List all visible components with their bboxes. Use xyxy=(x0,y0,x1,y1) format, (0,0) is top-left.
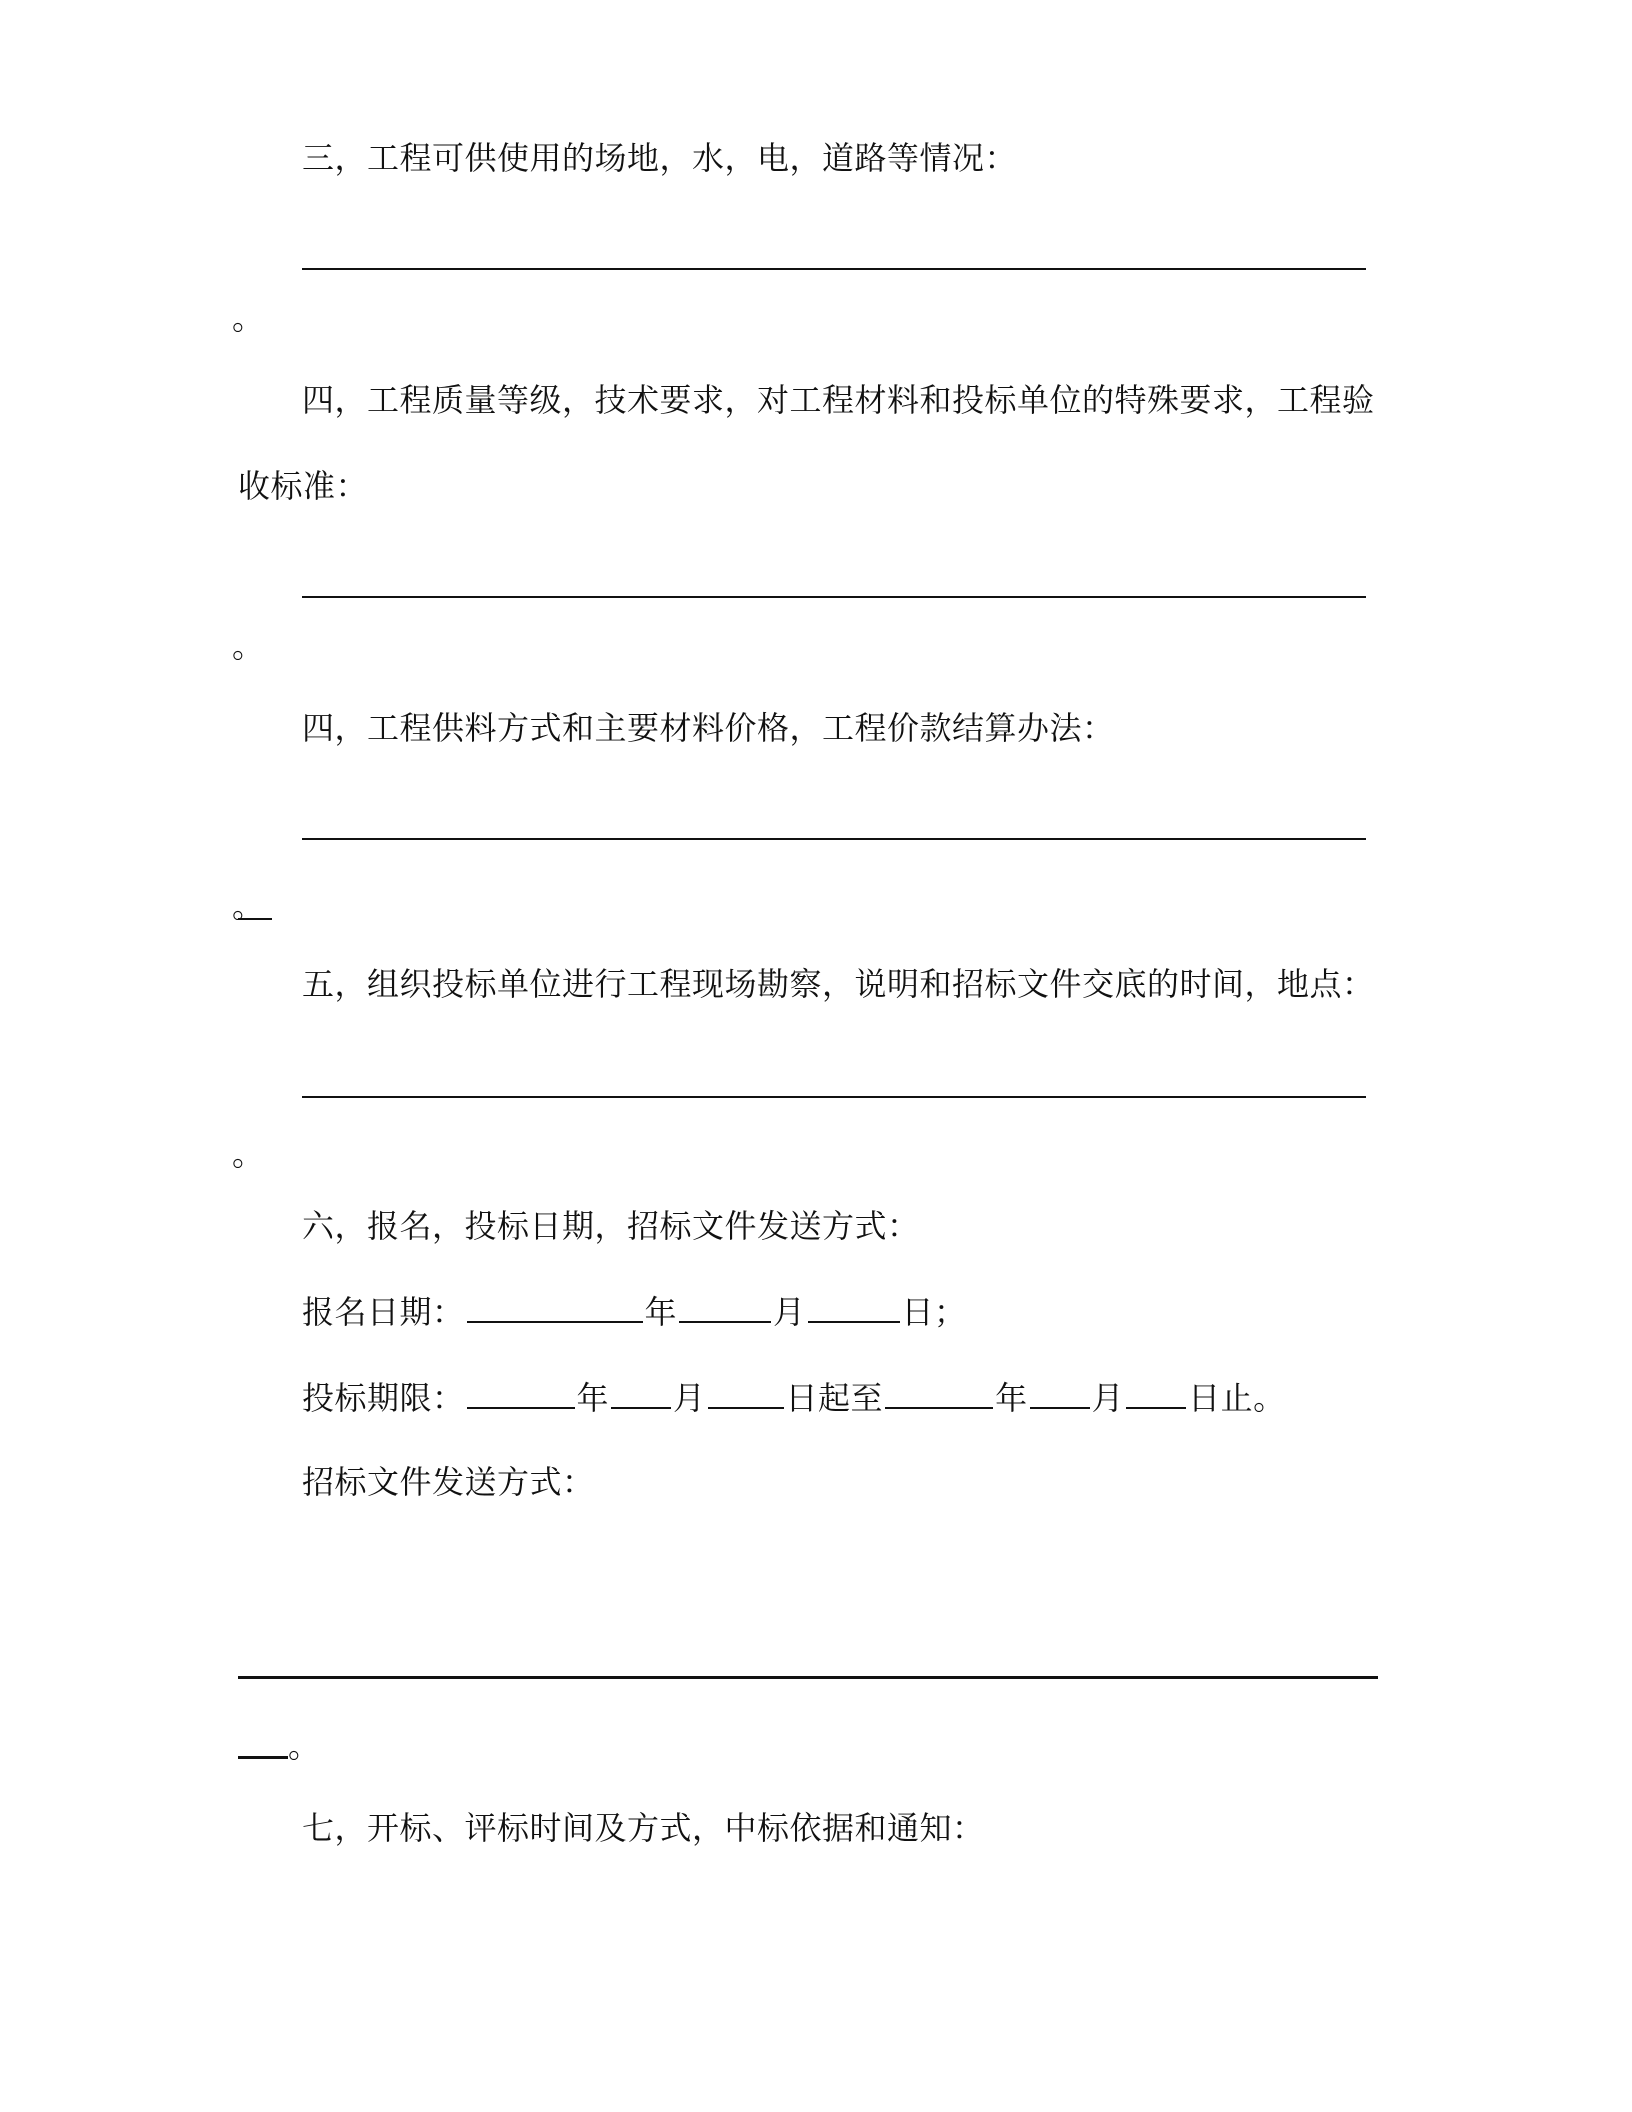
bidding-end-year-blank[interactable] xyxy=(885,1379,993,1409)
bidding-start-year-label: 年 xyxy=(576,1379,610,1417)
section-4a-heading-line1: 四，工程质量等级，技术要求，对工程材料和投标单位的特殊要求，工程验 xyxy=(302,381,1375,419)
section-7-heading: 七，开标、评标时间及方式，中标依据和通知： xyxy=(302,1809,985,1847)
registration-year-blank[interactable] xyxy=(467,1293,643,1323)
registration-day-blank[interactable] xyxy=(808,1293,900,1323)
registration-year-label: 年 xyxy=(644,1293,678,1331)
registration-date-row xyxy=(302,1292,967,1332)
registration-day-label: 日； xyxy=(901,1293,967,1331)
delivery-method-fill-line-tail[interactable] xyxy=(238,1756,288,1759)
delivery-method-label: 招标文件发送方式： xyxy=(302,1463,595,1501)
section-4a-heading-line2: 收标准： xyxy=(238,467,369,505)
section-4b-heading: 四，工程供料方式和主要材料价格，工程价款结算办法： xyxy=(302,709,1115,747)
delivery-method-end-mark: 。 xyxy=(288,1727,321,1765)
section-5-end-mark: 。 xyxy=(232,1135,265,1173)
section-4b-fill-line[interactable] xyxy=(302,838,1366,840)
delivery-method-fill-line[interactable] xyxy=(238,1676,1378,1679)
section-3-end-mark: 。 xyxy=(232,299,265,337)
bidding-end-year-label: 年 xyxy=(995,1379,1028,1417)
bidding-end-day-blank[interactable] xyxy=(1126,1379,1186,1409)
bidding-start-month-label: 月 xyxy=(673,1379,706,1417)
bidding-from-label: 日起至 xyxy=(785,1379,884,1417)
bidding-end-month-blank[interactable] xyxy=(1030,1379,1090,1409)
bidding-end-month-label: 月 xyxy=(1091,1379,1125,1417)
section-5-heading: 五，组织投标单位进行工程现场勘察，说明和招标文件交底的时间，地点： xyxy=(302,965,1375,1003)
bidding-period-label: 投标期限： xyxy=(302,1379,465,1417)
registration-month-label: 月 xyxy=(773,1293,806,1331)
section-4b-end-mark: 。 xyxy=(232,887,265,925)
registration-month-blank[interactable] xyxy=(679,1293,771,1323)
bidding-start-day-blank[interactable] xyxy=(708,1379,784,1409)
bidding-end-label: 日止。 xyxy=(1188,1379,1286,1417)
section-4a-end-mark: 。 xyxy=(232,627,265,665)
section-6-heading: 六，报名，投标日期，招标文件发送方式： xyxy=(302,1207,920,1245)
section-4a-fill-line[interactable] xyxy=(302,596,1366,598)
registration-date-label: 报名日期： xyxy=(302,1293,465,1331)
section-3-heading: 三，工程可供使用的场地，水，电，道路等情况： xyxy=(302,139,1018,177)
section-4b-end-underline xyxy=(238,918,272,920)
section-5-fill-line[interactable] xyxy=(302,1096,1366,1098)
bidding-period-row xyxy=(302,1378,1286,1418)
bidding-start-month-blank[interactable] xyxy=(611,1379,671,1409)
bidding-start-year-blank[interactable] xyxy=(467,1379,575,1409)
section-3-fill-line[interactable] xyxy=(302,268,1366,270)
